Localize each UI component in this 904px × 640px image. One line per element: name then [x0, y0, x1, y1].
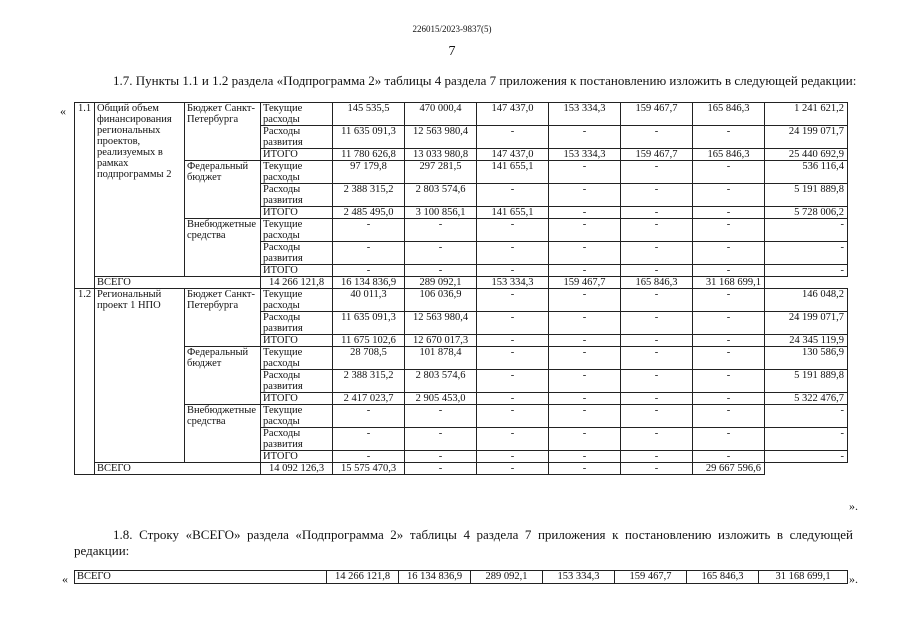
value-cell: 159 467,7	[621, 103, 693, 126]
value-cell: -	[765, 265, 848, 277]
value-cell: 141 655,1	[477, 161, 549, 184]
value-cell: 5 191 889,8	[765, 370, 848, 393]
value-cell: 12 563 980,4	[405, 312, 477, 335]
expense-type: Расходы развития	[261, 312, 333, 335]
expense-type: Расходы развития	[261, 184, 333, 207]
value-cell: -	[477, 370, 549, 393]
value-cell: 165 846,3	[693, 149, 765, 161]
table-row	[75, 405, 848, 428]
total-table	[74, 570, 848, 584]
value-cell: -	[693, 161, 765, 184]
value-cell: -	[765, 428, 848, 451]
value-cell: -	[693, 347, 765, 370]
funding-source: Бюджет Санкт-Петербурга	[185, 289, 261, 347]
expense-type: Текущие расходы	[261, 347, 333, 370]
expense-type: ИТОГО	[261, 265, 333, 277]
value-cell: -	[549, 265, 621, 277]
section-number: 1.1	[75, 103, 95, 289]
value-cell: 153 334,3	[549, 149, 621, 161]
value-cell: 165 846,3	[693, 103, 765, 126]
value-cell: 24 199 071,7	[765, 312, 848, 335]
value-cell: -	[621, 428, 693, 451]
value-cell: -	[765, 451, 848, 463]
funding-source: Внебюджетные средства	[185, 405, 261, 463]
page-number: 7	[448, 44, 456, 59]
value-cell: -	[477, 451, 549, 463]
value-cell: -	[765, 405, 848, 428]
value-cell: -	[549, 161, 621, 184]
value-cell: -	[693, 242, 765, 265]
section-total-value: 14 266 121,8	[261, 277, 333, 289]
expense-type: Текущие расходы	[261, 405, 333, 428]
value-cell: 130 586,9	[765, 347, 848, 370]
value-cell: 470 000,4	[405, 103, 477, 126]
value-cell: 11 635 091,3	[333, 126, 405, 149]
value-cell: -	[621, 242, 693, 265]
expense-type: ИТОГО	[261, 393, 333, 405]
value-cell: -	[333, 242, 405, 265]
expense-type: Текущие расходы	[261, 219, 333, 242]
section-total-value: 31 168 699,1	[693, 277, 765, 289]
open-quote-total: «	[62, 572, 68, 586]
value-cell: 5 322 476,7	[765, 393, 848, 405]
value-cell: -	[549, 370, 621, 393]
expense-type: ИТОГО	[261, 451, 333, 463]
expense-type: Расходы развития	[261, 242, 333, 265]
value-cell: -	[621, 451, 693, 463]
value-cell: -	[405, 451, 477, 463]
value-cell: 2 388 315,2	[333, 370, 405, 393]
value-cell: -	[621, 126, 693, 149]
value-cell: 141 655,1	[477, 207, 549, 219]
value-cell: -	[693, 335, 765, 347]
value-cell: 13 033 980,8	[405, 149, 477, 161]
value-cell: 147 437,0	[477, 149, 549, 161]
value-cell: 2 803 574,6	[405, 370, 477, 393]
value-cell: -	[765, 219, 848, 242]
value-cell: -	[549, 393, 621, 405]
section-total-value: 289 092,1	[405, 277, 477, 289]
value-cell: 2 485 495,0	[333, 207, 405, 219]
value-cell: -	[693, 405, 765, 428]
value-cell: -	[765, 242, 848, 265]
value-cell: -	[549, 312, 621, 335]
expense-type: ИТОГО	[261, 335, 333, 347]
finance-table	[74, 102, 848, 475]
value-cell: -	[549, 219, 621, 242]
value-cell: -	[621, 184, 693, 207]
value-cell: -	[549, 184, 621, 207]
section-total-value: 16 134 836,9	[333, 277, 405, 289]
value-cell: -	[621, 335, 693, 347]
paragraph-1-7: 1.7. Пункты 1.1 и 1.2 раздела «Подпрограмма 2» таблицы 4 раздела 7 приложения к постановлению изложить в следующей редакции:	[113, 73, 857, 88]
value-cell: 1 241 621,2	[765, 103, 848, 126]
value-cell: -	[333, 219, 405, 242]
value-cell: 40 011,3	[333, 289, 405, 312]
value-cell: -	[477, 335, 549, 347]
value-cell: -	[621, 347, 693, 370]
value-cell: -	[621, 393, 693, 405]
value-cell: 11 780 626,8	[333, 149, 405, 161]
value-cell: 145 535,5	[333, 103, 405, 126]
section-total-row	[75, 277, 848, 289]
total-row	[75, 571, 848, 584]
value-cell: -	[477, 428, 549, 451]
value-cell: -	[549, 289, 621, 312]
value-cell: -	[693, 207, 765, 219]
paragraph-1-8: 1.8. Строку «ВСЕГО» раздела «Подпрограмма 2» таблицы 4 раздела 7 приложения к постановлению изложить в следующей	[113, 527, 853, 542]
value-cell: 101 878,4	[405, 347, 477, 370]
value-cell: -	[477, 219, 549, 242]
value-cell: -	[405, 405, 477, 428]
value-cell: -	[621, 312, 693, 335]
total-value: 31 168 699,1	[759, 571, 848, 584]
value-cell: -	[693, 312, 765, 335]
total-value: 153 334,3	[543, 571, 615, 584]
value-cell: -	[333, 265, 405, 277]
value-cell: -	[621, 370, 693, 393]
section-total-value: -	[477, 463, 549, 475]
value-cell: -	[621, 161, 693, 184]
value-cell: -	[477, 184, 549, 207]
close-quote: ».	[849, 499, 858, 513]
expense-type: Текущие расходы	[261, 161, 333, 184]
value-cell: -	[693, 451, 765, 463]
value-cell: 2 388 315,2	[333, 184, 405, 207]
value-cell: 12 670 017,3	[405, 335, 477, 347]
section-name: Общий объем финансирования региональных проектов, реализуемых в рамках подпрограммы 2	[95, 103, 185, 277]
value-cell: 12 563 980,4	[405, 126, 477, 149]
value-cell: 5 191 889,8	[765, 184, 848, 207]
value-cell: -	[549, 451, 621, 463]
value-cell: 106 036,9	[405, 289, 477, 312]
value-cell: -	[477, 242, 549, 265]
table-row	[75, 347, 848, 370]
value-cell: 297 281,5	[405, 161, 477, 184]
value-cell: -	[477, 265, 549, 277]
value-cell: -	[477, 289, 549, 312]
value-cell: 25 440 692,9	[765, 149, 848, 161]
value-cell: 2 905 453,0	[405, 393, 477, 405]
value-cell: 3 100 856,1	[405, 207, 477, 219]
section-total-value: -	[621, 463, 693, 475]
value-cell: -	[621, 405, 693, 428]
value-cell: -	[621, 219, 693, 242]
expense-type: Текущие расходы	[261, 103, 333, 126]
expense-type: ИТОГО	[261, 149, 333, 161]
value-cell: -	[549, 347, 621, 370]
value-cell: -	[693, 393, 765, 405]
value-cell: 97 179,8	[333, 161, 405, 184]
expense-type: Текущие расходы	[261, 289, 333, 312]
value-cell: -	[477, 126, 549, 149]
value-cell: -	[333, 428, 405, 451]
value-cell: -	[405, 265, 477, 277]
value-cell: -	[333, 451, 405, 463]
value-cell: -	[549, 126, 621, 149]
funding-source: Внебюджетные средства	[185, 219, 261, 277]
section-total-value: 15 575 470,3	[333, 463, 405, 475]
expense-type: Расходы развития	[261, 126, 333, 149]
value-cell: -	[405, 428, 477, 451]
section-total-row	[75, 463, 848, 475]
value-cell: -	[621, 289, 693, 312]
section-total-value: -	[549, 463, 621, 475]
value-cell: -	[477, 312, 549, 335]
value-cell: -	[693, 219, 765, 242]
section-total-label: ВСЕГО	[95, 463, 261, 475]
value-cell: 24 345 119,9	[765, 335, 848, 347]
value-cell: -	[549, 335, 621, 347]
value-cell: 159 467,7	[621, 149, 693, 161]
section-total-value: 14 092 126,3	[261, 463, 333, 475]
value-cell: -	[693, 184, 765, 207]
value-cell: 147 437,0	[477, 103, 549, 126]
value-cell: -	[693, 370, 765, 393]
paragraph-1-8-cont: редакции:	[74, 543, 130, 558]
value-cell: 11 635 091,3	[333, 312, 405, 335]
section-total-value: 159 467,7	[549, 277, 621, 289]
table-row	[75, 103, 848, 126]
value-cell: 28 708,5	[333, 347, 405, 370]
funding-source: Бюджет Санкт-Петербурга	[185, 103, 261, 161]
section-total-value: 153 334,3	[477, 277, 549, 289]
value-cell: 146 048,2	[765, 289, 848, 312]
total-label: ВСЕГО	[75, 571, 327, 584]
value-cell: -	[333, 405, 405, 428]
value-cell: -	[549, 207, 621, 219]
value-cell: -	[477, 347, 549, 370]
value-cell: -	[693, 289, 765, 312]
table-row	[75, 289, 848, 312]
expense-type: Расходы развития	[261, 428, 333, 451]
section-total-value: 29 667 596,6	[693, 463, 765, 475]
value-cell: -	[405, 242, 477, 265]
value-cell: -	[477, 405, 549, 428]
value-cell: -	[693, 126, 765, 149]
document-id: 226015/2023-9837(5)	[412, 24, 492, 34]
table-row	[75, 219, 848, 242]
total-value: 159 467,7	[615, 571, 687, 584]
section-number: 1.2	[75, 289, 95, 475]
value-cell: 2 417 023,7	[333, 393, 405, 405]
table-row	[75, 161, 848, 184]
value-cell: -	[693, 428, 765, 451]
value-cell: 153 334,3	[549, 103, 621, 126]
value-cell: 2 803 574,6	[405, 184, 477, 207]
expense-type: ИТОГО	[261, 207, 333, 219]
section-total-value: -	[405, 463, 477, 475]
close-quote-total: ».	[849, 572, 858, 586]
total-value: 16 134 836,9	[399, 571, 471, 584]
section-name: Региональный проект 1 НПО	[95, 289, 185, 463]
expense-type: Расходы развития	[261, 370, 333, 393]
value-cell: -	[405, 219, 477, 242]
value-cell: 536 116,4	[765, 161, 848, 184]
section-total-value: 165 846,3	[621, 277, 693, 289]
funding-source: Федеральный бюджет	[185, 161, 261, 219]
value-cell: -	[549, 405, 621, 428]
total-value: 289 092,1	[471, 571, 543, 584]
value-cell: -	[621, 207, 693, 219]
value-cell: -	[549, 428, 621, 451]
total-value: 14 266 121,8	[327, 571, 399, 584]
value-cell: 5 728 006,2	[765, 207, 848, 219]
open-quote: «	[60, 104, 66, 118]
value-cell: -	[549, 242, 621, 265]
value-cell: -	[693, 265, 765, 277]
value-cell: -	[621, 265, 693, 277]
value-cell: -	[477, 393, 549, 405]
value-cell: 11 675 102,6	[333, 335, 405, 347]
section-total-label: ВСЕГО	[95, 277, 261, 289]
value-cell: 24 199 071,7	[765, 126, 848, 149]
total-value: 165 846,3	[687, 571, 759, 584]
funding-source: Федеральный бюджет	[185, 347, 261, 405]
